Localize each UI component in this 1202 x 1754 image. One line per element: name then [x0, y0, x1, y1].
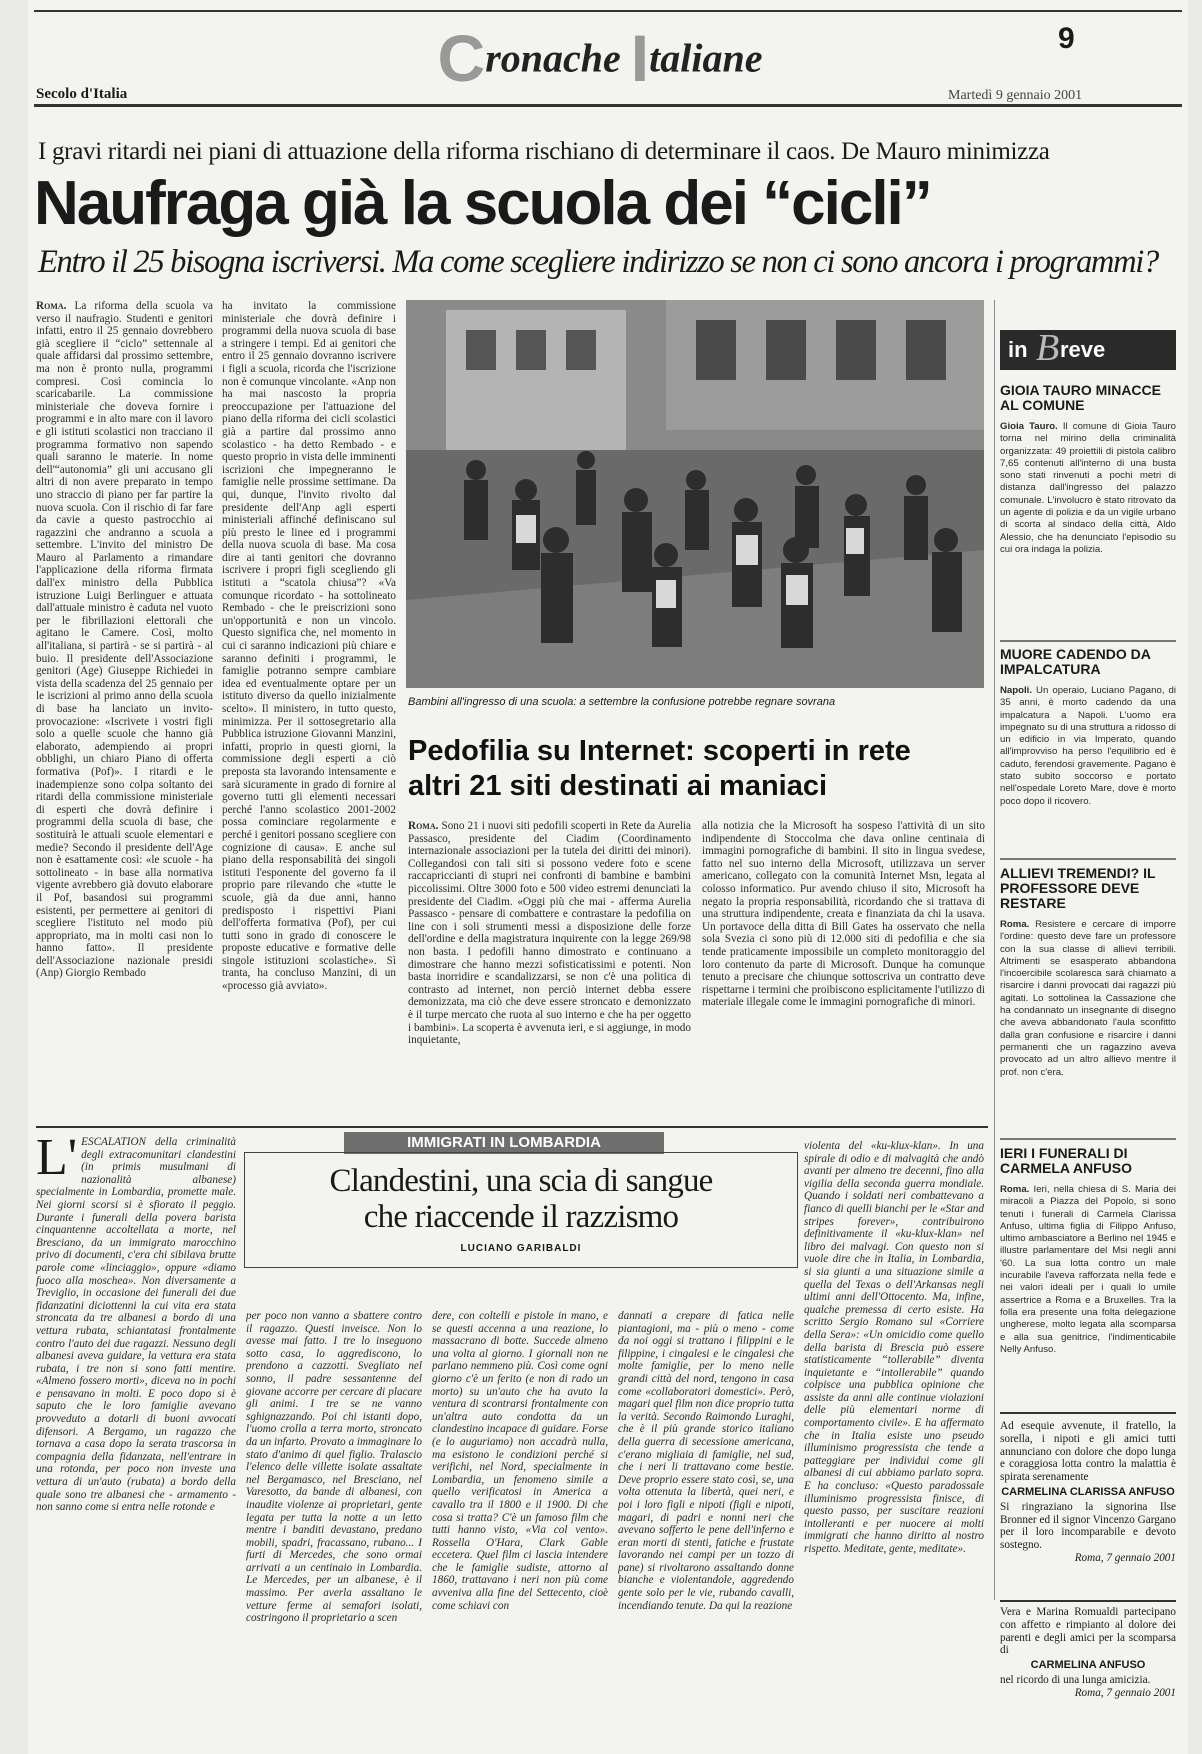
brief-body [1000, 1184, 1176, 1410]
immigrati-column-4: dannati a crepare di fatica nelle piantagioni, ma - più o meno - come da noi oggi si trattano i filippini e le filippine, i cingalesi e le cingalesi che molte famiglie, per lo meno nelle grandi città del nord, tengono in casa come «collaboratori domestici». Però, magari quel film non dice proprio tutta la verità. Secondo Raimondo Luraghi, che è il più grande storico italiano della guerra di secessione americana, c'erano migliaia di famiglie, nel sud, che i neri li trattavano come bestie. Deve proprio essere stato così, se, una volta ottenuta la libertà, quei neri, e poi i loro figli e nipoti (figli e nipoti, magari, di padri e nonni neri che avevano sofferto le pene dell'inferno e eran morti di stenti, fatiche e frustate lavorando nei campi per un tozzo di pane) si rivoltarono assaltando donne bianche e violentandole, aggredendo gente solo per le vie, rubando cavalli, incendiando tenute. Da qui la reazione [618, 1310, 794, 1612]
brief-dateline: Roma. [1000, 1184, 1030, 1195]
school-photo-illustration [406, 300, 984, 688]
top-rule [34, 10, 1182, 12]
immigrati-dropcap: L' [36, 1129, 78, 1186]
brief-title: GIOIA TAURO MINACCE AL COMUNE [1000, 382, 1161, 413]
inbreve-logo-b: B [1036, 327, 1060, 369]
immigrati-column-2: per poco non vanno a sbattere contro il ragazzo. Questi inveisce. Non lo avesse mai fatto. I tre lo inseguono sotto casa, lo aggrediscono, lo prendono a cazzotti. Svegliato nel sonno, il padre sessantenne del giovane accorre per cercare di placare gli animi. I tre se ne vanno sghignazzando. Poi chi istanti dopo, l'uomo crolla a terra morto, stroncato da un infarto. Provato a immaginare lo stato d'animo di quel figlio. Tralascio l'elenco delle villette isolate assaltate nel Bergamasco, nel Bresciano, nel Varesotto, da bande di albanesi, con inaudite violenze ai proprietari, gente legata per tutta la notte a un letto mentre i banditi devastano, predano mobili, spadri, fracassano, rubano... I furti di Mercedes, che sono ormai arrivati a un centinaio in Lombardia. Le Mercedes, per un albanese, è il massimo. Per averla assaltano le vetture ferme ai semafori isolati, costringono il proprietario a scen [246, 1310, 422, 1625]
school-photo [406, 300, 984, 688]
inbreve-logo-in: in [1008, 337, 1028, 362]
immigrati-column-5: violenta del «ku-klux-klan». In una spirale di odio e di malvagità che andò avanti per almeno tre decenni, fino alla vigilia della seconda guerra mondiale. Quando i soldati neri combattevano a fianco di quelli bianchi per le «Star and stripes forever», contribuirono definitivamente il «ku-klux-klan» nel libro dei malvagi. Con questo non si vuole dire che in Italia, in Lombardia, si sia giunti a una situazione simile a quella del Texas o dell'Arkansas negli ultimi anni dell'Ottocento. Ma, infine, qualche premessa di certo esiste. Ha scritto Sergio Romano sul «Corriere della Sera»: «Un omicidio come quello della barista di Brescia può essere statisticamente “tollerabile” diventa inquietante e “intollerabile” quando colpisce una pubblica opinione che assiste da anni alle continue violazioni delle più elementari norme di comportamento civile». E ha affermato che in Italia esiste uno pseudo illuminismo progressista che tende a patteggiare per individui come gli albanesi di cui abbiamo parlato sopra. E ha concluso: «Questo paradossale illuminismo progressista finisce, di questo passo, per suscitare reazioni intolleranti e per nuocere ai molti immigrati che hanno diritto al nostro rispetto. Meditate, gente, meditate». [804, 1140, 984, 1555]
pedofilia-column-2: alla notizia che la Microsoft ha sospeso l'attività di un sito indipendente di Stoccolma che dava online centinaia di immagini pornografiche di bambini. Il sito in lingua svedese, fatto nel suo interno della Microsoft, utilizzava un server americano, collegato con la comunità Internet Msn, legata al colosso informatico. Pur avendo chiuso il sito, Microsoft ha negato la propria responsabilità, ricordando che si trattava di una struttura indipendente, creata e finanziata da chi la usava. Un portavoce della ditta di Bill Gates ha osservato che nella sola Svezia ci sono più di 12.000 siti di pedofilia e che sia tende praticamente impossibile un completo monitoraggio del loro contenuto da parte di Microsoft. Dunque ha comunque tenuto a precisare che chiunque sottoscriva un contratto deve rispettarne i termini che proibiscono esplicitamente l'utilizzo di materiale illegale come le immagini pornografiche di minori. [702, 820, 985, 1009]
brief-body [1000, 421, 1176, 605]
obituary-2-text: Vera e Marina Romualdi partecipano con affetto e rimpianto al dolore dei parenti e degli amici per la scomparsa di [1000, 1606, 1176, 1657]
immigrati-column-1 [36, 1129, 236, 1736]
brief-text: Resistere e cercare di imporre l'ordine: questo deve fare un professore con la sua classe di allievi terribili. Altrimenti se esasperato abbandona l'incoercibile scolaresca sarà chiamato a risarcire i danni provocati dai ragazzi più agitati. Lo sottolinea la Cassazione che ha condannato un insegnante di disegno che aveva abbandonato l'aula sconfitto dalla gran confusione e risarcire i danni permanenti che un ragazzino aveva provocato ad un altro allievo mentre il prof. non c'era. [1000, 919, 1176, 1078]
obituary-2-name: CARMELINA ANFUSO [1030, 1659, 1146, 1672]
brief-text: Ieri, nella chiesa di S. Maria dei miracoli a Piazza del Popolo, si sono tenuti i funerali di Carmela Clarissa Anfuso, ultima figlia di Filippo Anfuso, ultimo ambasciatore a Berlino nel 1945 e illustre parlamentare del Msi negli anni '60. La sua lotta contro un male incurabile l'aveva rafforzata nella fede e nei valori ideali per i quali lo umile assertrice a Roma e a Bruxelles. Tra la folla era presente una folta delegazione ungherese, molto legata alla scomparsa e alla sua genitrice, l'indimenticabile Nelly Anfuso. [1000, 1184, 1176, 1355]
photo-caption: Bambini all'ingresso di una scuola: a settembre la confusione potrebbe regnare sovrana [408, 696, 836, 708]
brief-item [1000, 647, 1176, 835]
pedofilia-headline-line-1: Pedofilia su Internet: scoperti in rete [408, 735, 911, 767]
pedofilia-dateline: Roma. [408, 820, 439, 832]
pedofilia-column-1 [408, 820, 691, 1110]
section-word-2: taliane [649, 35, 763, 81]
brief-title: ALLIEVI TREMENDI? IL PROFESSORE DEVE RESTARE [1000, 865, 1156, 911]
immigrati-title-box [244, 1152, 798, 1268]
pedofilia-col1-text: Sono 21 i nuovi siti pedofili scoperti in Rete da Aurelia Passasco, presidente del Ciadim (Coordinamento internazionale associazioni per la tutela dei diritti dei minori). Collegandosi con tali siti si possono vedere foto e scene raccapriccianti di stupri nei confronti di bambine e bambini piccolissimi. Oltre 3000 foto e 500 video estremi denunciati la presidente del Ciadim. «Oggi più che mai - afferma Aurelia Passasco - pensare di combattere e contrastare la pedofilia on line con i soli strumenti messi a disposizione delle forze dell'ordine e della magistratura inquirente con la legge 269/98 non basta. I pedofili hanno dimostrato e continuano a dimostrare che hanno mezzi sofisticatissimi e potenti. Non basta inorridire e scandalizzarsi, se non c'è una politica di contrasto ad internet, non perciò internet debba essere demonizzata, ma ciò che deve essere stroncato e demonizzato è il turpe mercato che ruota al suo interno e che ha per oggetto i bambini». La scoperta è avvenuta ieri, e si aggiunge, in modo inquietante, [408, 820, 691, 1047]
issue-date: Martedì 9 gennaio 2001 [948, 88, 1083, 103]
section-initial-c: C [437, 21, 486, 95]
brief-title: IERI I FUNERALI DI CARMELA ANFUSO [1000, 1145, 1132, 1176]
sidebar-rule [994, 300, 995, 1600]
obituary-1 [1000, 1420, 1176, 1565]
pedofilia-headline [408, 734, 986, 804]
brief-rule [1000, 858, 1176, 860]
lead-headline: Naufraga già la scuola dei “cicli” [34, 169, 931, 238]
brief-rule [1000, 1138, 1176, 1140]
newspaper-name: Secolo d'Italia [36, 86, 128, 102]
page-number: 9 [1058, 22, 1075, 55]
brief-rule [1000, 1412, 1176, 1414]
immigrati-title-line-2: che riaccende il razzismo [363, 1199, 679, 1235]
obituary-1-text: Ad esequie avvenute, il fratello, la sorella, i nipoti e gli amici tutti annunciano con dolore che dopo lunga e coraggiosa lotta contro la malattia è spirata serenamente [1000, 1420, 1176, 1484]
brief-item [1000, 383, 1176, 605]
immigrati-column-3: dere, con coltelli e pistole in mano, e se questi accenna a una reazione, lo massacrano di botte. Succede almeno una volta al giorno. I giornali non ne parlano nemmeno più. Così come ogni giorno c'è un ferito (e non di rado un morto) su un'auto che ha avuto la ventura di scontrarsi frontalmente con un'altra auto condotta da un clandestino incapace di guidare. Forse (e lo auguriamo) non accadrà nulla, ma esistono le condizioni perché si verifichi, nel Nord, specialmente in Lombardia, un fenomeno simile a quello verificatosi in America a cavallo tra il 1800 e il 1900. Di che cosa si tratta? C'è un famoso film che tutti hanno visto, «Via col vento». Rossella O'Hara, Clark Gable eccetera. Quel film ci lascia intendere che le famiglie sudiste, attorno al 1860, trattavano i neri non più come avveniva alla fine del Settecento, cioè come schiavi con [432, 1310, 608, 1612]
masthead-rule [34, 104, 1182, 107]
brief-text: Un operaio, Luciano Pagano, di 35 anni, è morto cadendo da una impalcatura a Napoli. L'uomo era impegnato su di una struttura a ridosso di un edificio in via Imperato, quando all'improvviso ha perso l'equilibrio ed è caduto, ferendosi gravemente. Pagano è stato subito soccorso e portato nell'ospedale Loreto Mare, dove è morto poco dopo il ricovero. [1000, 685, 1176, 807]
inbreve-logo [1000, 327, 1176, 370]
brief-dateline: Napoli. [1000, 685, 1032, 696]
section-masthead [390, 20, 810, 95]
obituary-2-date: Roma, 7 gennaio 2001 [1074, 1686, 1176, 1699]
obituary-2 [1000, 1606, 1176, 1700]
obituary-1-thanks: Si ringraziano la signorina Ilse Bronner ed il signor Vincenzo Gargano per il loro incomparabile e devoto sostegno. [1000, 1500, 1176, 1552]
lead-dateline: Roma. [36, 300, 67, 312]
brief-title: MUORE CADENDO DA IMPALCATURA [1000, 646, 1151, 677]
immigrati-top-rule [36, 1126, 988, 1128]
brief-body [1000, 685, 1176, 835]
lead-kicker: I gravi ritardi nei piani di attuazione della riforma rischiano di determinare il caos. De Mauro minimizza [38, 138, 1050, 165]
obituary-1-name: CARMELINA CLARISSA ANFUSO [1001, 1485, 1175, 1498]
brief-text: Il comune di Gioia Tauro torna nel mirino della criminalità organizzata: 49 proiettili di pistola calibro 7,65 contenuti all'interno di una busta sono stati rinvenuti a pochi metri di distanza dall'ingresso del palazzo comunale. L'involucro è stato ritrovato da un agente di polizia e da un vigile urbano di scorta al sindaco della città, Aldo Alessio, che ha denunciato l'episodio su cui ora indaga la polizia. [1000, 421, 1176, 555]
lead-subhead: Entro il 25 bisogna iscriversi. Ma come scegliere indirizzo se non ci sono ancora i programmi? [38, 244, 1158, 280]
lead-column-1 [36, 300, 213, 1115]
immigrati-col1-text: ESCALATION della criminalità degli extracomunitari clandestini (in primis musulmani di nazionalità albanese) specialmente in Lombardia, promette male. Nei giorni scorsi si è sfiorato il peggio. Durante i funerali della povera barista cinquantenne accoltellata a morte, nel Bresciano, da un immigrato marocchino privo di documenti, c'era chi sibilava brutte parole come «linciaggio», oppure «diamo fuoco alla moschea». Non diversamente a Treviglio, in occasione dei funerali dei due fidanzatini diciottenni la cui vita era stata stroncata da tre albanesi a bordo di una vettura rubata, schiantatasi frontalmente contro l'auto dei due ragazzi. Nessuno degli albanesi aveva guidare, la vettura era stata rubata, i tre non si sono fatti mentire. «Almeno fossero morti», diceva no in pochi e pensavano in molti. E poco dopo si è saputo che le loro famiglie avevano provveduto a dotarli di buoni avvocati difensori. A Bergamo, un ragazzo che tornava a casa dopo la serata trascorsa in compagnia della fidanzata, nell'entrare in una rotonda, per poco non investe una vettura di un'auto (rubata) a bordo della quale sono tre albanesi che - armamento - non sanno come si entra nelle rotonde e [36, 1136, 236, 1514]
immigrati-title-line-1: Clandestini, una scia di sangue [329, 1163, 713, 1199]
pedofilia-headline-line-2: altri 21 siti destinati ai maniaci [408, 770, 828, 802]
immigrati-band: IMMIGRATI IN LOMBARDIA [344, 1132, 664, 1154]
brief-item [1000, 1146, 1176, 1410]
brief-body [1000, 919, 1176, 1165]
brief-dateline: Gioia Tauro. [1000, 421, 1058, 432]
brief-item [1000, 866, 1176, 1165]
newspaper-page [28, 0, 1188, 1754]
immigrati-author: LUCIANO GARIBALDI [460, 1243, 582, 1254]
section-word-1: ronache [485, 35, 631, 81]
lead-col1-text: La riforma della scuola va verso il naufragio. Studenti e genitori infatti, entro il 25 gennaio dovrebbero già scegliere il “ciclo” settennale al quale affidarsi dal prossimo settembre, ma non è pronto nulla, programmi compresi. Così comincia lo scaricabarile. La commissione ministeriale che doveva fornire i programmi e in alto mare con il lavoro e gli istituti scolastici non tracciano il programma formativo non sapendo quali saranno le materie. In nome dell'“autonomia” gli uni accusano gli altri di non avere preparato in tempo uno straccio di piano per far partire la nuova scuola. Con il rischio di far fare da cavie a questo pastrocchio ai ragazzini che andranno a scuola a settembre. L'invito del ministro De Mauro al Parlamento a rimandare l'applicazione della riforma firmata dall'ex ministro della Pubblica istruzione Luigi Berlinguer e attuata dall'attuale ministro è caduta nel vuoto per le fibrillazioni elettorali che agitano le Camere. Così, molto all'italiana, si partirà - se si partirà - al buio. Il presidente dell'Associazione genitori (Age) Giuseppe Richiedei in vista della scadenza del 25 gennaio per le iscrizioni al primo anno della scuola di base ha lanciato un invito-provocazione: «Iscrivete i vostri figli solo a quelle scuole che hanno già elaborato, adempiendo ai propri obblighi, un chiaro Piano di offerta formativa (Pof)». I ritardi e le inadempienze sono colpa soltanto dei ritardi della commissione ministeriale di esperti che dovrà definire i programmi della scuola di base, che sostituirà le attuali scuole elementari e medie? Secondo il presidente dell'Age non è esattamente così: «le scuole - ha sottolineato - in base alla normativa vigente avrebbero già dovuto elaborare il Pof, basandosi sui programmi esistenti, per permettere ai genitori di scegliere l'istituto nel modo più appropriato, ma in molti casi non lo hanno fatto». Il presidente dell'Associazione nazionale presidi (Anp) Giorgio Rembado [36, 300, 213, 980]
brief-dateline: Roma. [1000, 919, 1030, 930]
brief-rule [1000, 640, 1176, 642]
obituary-1-date: Roma, 7 gennaio 2001 [1074, 1551, 1176, 1564]
lead-column-2: ha invitato la commissione ministeriale che dovrà definire i programmi della nuova scuola di base a stringere i tempi. Ed ai genitori che entro il 25 gennaio dovranno iscrivere i figli a scuola, ricorda che l'iscrizione non è comunque vincolante. «Anp non ha mai nascosto la propria preoccupazione per l'attuazione del piano della riforma dei cicli scolastici già a partire dal prossimo anno scolastico - ha detto Rembado - e questo proprio in vista delle imminenti iscrizioni che impegneranno le famiglie nelle prossime settimane. Da qui, dunque, l'invito rivolto dal presidente dell'Anp agli esperti ministeriali affinché definiscano sul più presto le linee ed i programmi della nuova scuola di base. Ma cosa dire ai tanti genitori che dovranno iscrivere i propri figli scegliendo gli istituti a “scatola chiusa”? «Va comunque ricordato - ha sottolineato Rembado - che le preiscrizioni sono un'opportunità e non un vincolo. Questo significa che, nel momento in cui ci saranno indicazioni più chiare e saranno definiti i programmi, le famiglie potranno sempre cambiare idea ed eventualmente optare per un istituto diverso da quello inizialmente scelto». Il ministero, in tutto questo, minimizza. Per il sottosegretario alla Pubblica istruzione Giovanni Manzini, infatti, proprio in questi giorni, la commissione degli esperti a ciò preposta sta lavorando intensamente e sarà sicuramente in grado di fornire al governo tutti gli elementi necessari perché l'anno scolastico 2001-2002 possa cominciare regolarmente e perché i genitori possano scegliere con cognizione di causa». E anche sul piano della responsabilità dei singoli istituti l'esponente del governo fa il proprio pare rilevando che «tutte le scuole, già da due anni, hanno predisposto i rispettivi Piani dell'offerta formativa (Pof), per cui tutti sono in grado di conoscere le proposte educative e formative delle singole istituzioni scolastiche». Sì tranta, ha concluso Manzini, di un «processo già avviato». [222, 300, 396, 993]
obituary-rule [1000, 1600, 1176, 1602]
obituary-2-remembrance: nel ricordo di una lunga amicizia. [1000, 1673, 1151, 1686]
inbreve-logo-rest: reve [1060, 337, 1106, 362]
section-initial-i: I [630, 21, 650, 95]
